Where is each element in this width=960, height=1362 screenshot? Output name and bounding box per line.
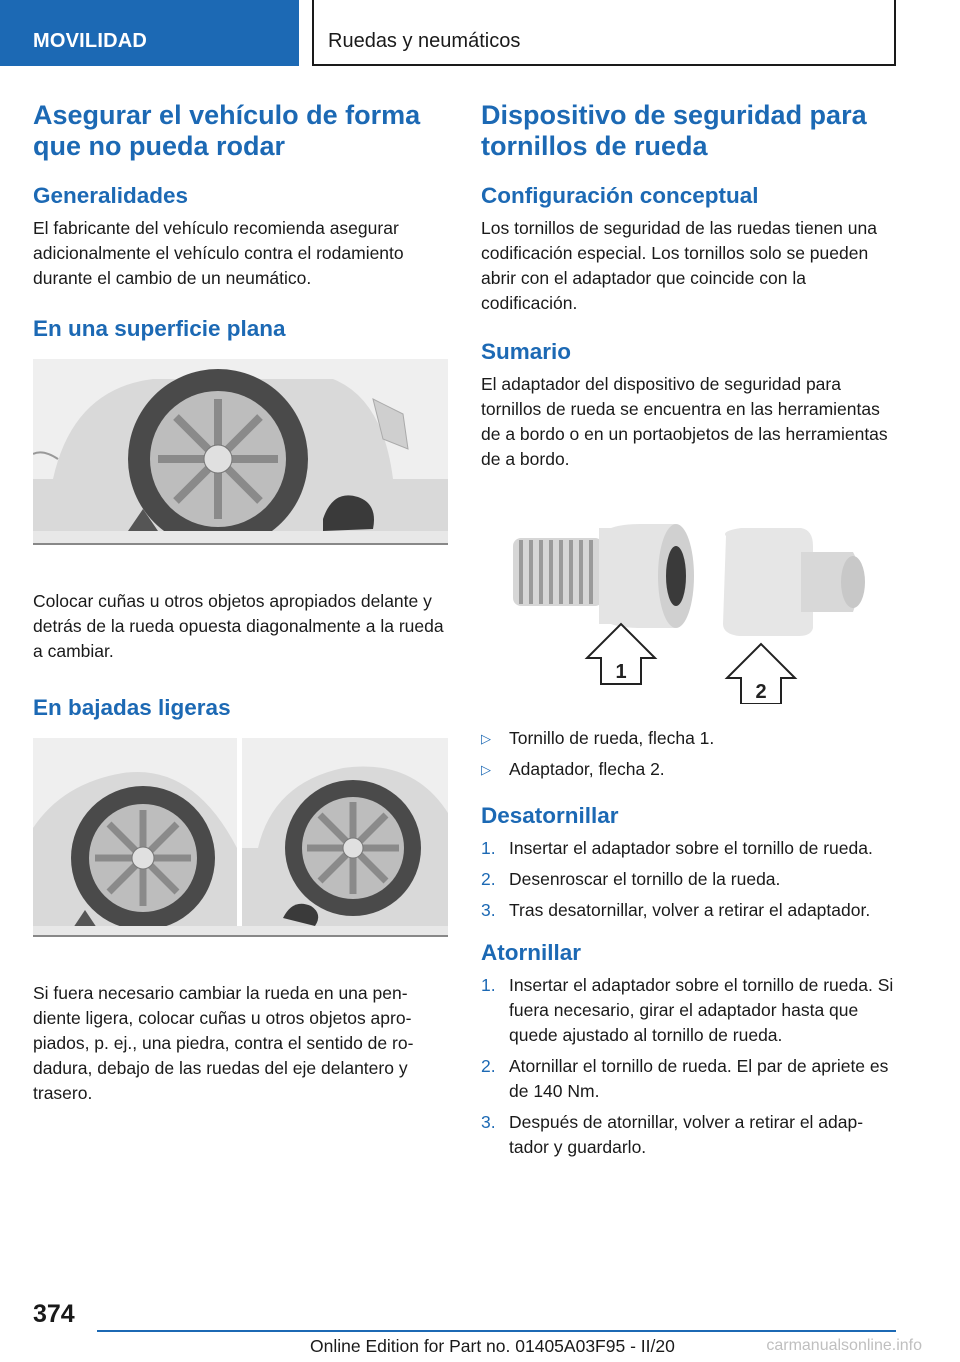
page-number: 374	[33, 1300, 75, 1328]
heading-screw: Atornillar	[481, 940, 582, 965]
step-item	[481, 898, 895, 923]
lock-bolt-illustration	[481, 516, 895, 704]
step-item	[481, 1110, 895, 1160]
footer-rule	[97, 1330, 896, 1332]
step-number: 1.	[481, 838, 496, 858]
heading-flat-surface: En una superficie plana	[33, 316, 286, 341]
arrow-2-label: 2	[755, 681, 767, 703]
step-text: Tras desatornillar, volver a retirar el adaptador.	[509, 900, 871, 920]
slight-slope-caption: Si fuera necesario cambiar la rueda en una pendiente ligera, colocar cuñas u otros objetos apropiados, p. ej., una piedra, contra el sentido de rodadura, debajo de las ruedas del eje delantero y trasero.	[33, 983, 414, 1103]
triangle-bullet-icon: ▷	[481, 762, 491, 777]
page-header	[0, 0, 960, 66]
step-number: 3.	[481, 900, 496, 920]
section-title-lock-bolt: Dispositivo de seguridad para tornillos de rueda	[481, 100, 867, 161]
step-item	[481, 836, 895, 861]
screw-steps	[481, 973, 895, 1160]
watermark: carmanualsonline.info	[766, 1337, 922, 1354]
unscrew-steps	[481, 836, 895, 923]
heading-general: Generalidades	[33, 183, 189, 208]
slight-slope-illustration	[33, 738, 448, 937]
heading-unscrew: Desatornillar	[481, 803, 619, 828]
step-text: Después de atornillar, volver a retirar el adaptador y guardarlo.	[509, 1112, 864, 1157]
summary-text: El adaptador del dispositivo de seguridad para tornillos de rueda se encuentra en las herramientas de a bordo o en un portaobjetos de las herramientas de a bordo.	[481, 374, 888, 469]
left-column	[33, 100, 448, 1106]
step-text: Desenroscar el tornillo de la rueda.	[509, 869, 781, 889]
step-number: 1.	[481, 975, 496, 995]
heading-summary: Sumario	[481, 339, 572, 364]
adapter-shape	[723, 528, 865, 636]
legend-item	[481, 757, 895, 782]
step-text: Atornillar el tornillo de rueda. El par de apriete es de 140 Nm.	[509, 1056, 889, 1101]
step-number: 3.	[481, 1112, 496, 1132]
step-item	[481, 1054, 895, 1104]
triangle-bullet-icon: ▷	[481, 731, 491, 746]
heading-slight-slope: En bajadas ligeras	[33, 695, 231, 720]
step-item	[481, 867, 895, 892]
legend-text: Adaptador, flecha 2.	[509, 759, 665, 779]
legend-item	[481, 726, 895, 751]
section-tab: MOVILIDAD	[0, 0, 299, 66]
footer-edition: Online Edition for Part no. 01405A03F95 - II/20	[310, 1336, 675, 1356]
flat-surface-illustration	[33, 359, 448, 545]
flat-surface-caption: Colocar cuñas u otros objetos apropiados delante y detrás de la rueda opuesta diagonalmente a la rueda a cambiar.	[33, 591, 444, 661]
wheel-bolt-shape	[513, 524, 694, 628]
step-number: 2.	[481, 1056, 496, 1076]
heading-concept: Configuración conceptual	[481, 183, 759, 208]
step-text: Insertar el adaptador sobre el tornillo de rueda.	[509, 838, 873, 858]
step-text: Insertar el adaptador sobre el tornillo de rueda. Si fuera necesario, girar el adaptador hasta que quede ajustado al tornillo de rueda.	[509, 975, 894, 1045]
arrow-1-label: 1	[615, 661, 627, 683]
right-column	[481, 100, 895, 1166]
step-item	[481, 973, 895, 1048]
chapter-title: Ruedas y neumáticos	[312, 0, 896, 66]
figure-legend	[481, 726, 895, 782]
step-number: 2.	[481, 869, 496, 889]
general-text: El fabricante del vehículo recomienda asegurar adicionalmente el vehículo contra el rodamiento durante el cambio de un neumático.	[33, 218, 404, 288]
concept-text: Los tornillos de seguridad de las ruedas tienen una codificación especial. Los tornillos solo se pueden abrir con el adaptador que coincide con la codificación.	[481, 218, 877, 313]
section-title-wheel-chocking: Asegurar el vehículo de forma que no pueda rodar	[33, 100, 421, 161]
legend-text: Tornillo de rueda, flecha 1.	[509, 728, 715, 748]
